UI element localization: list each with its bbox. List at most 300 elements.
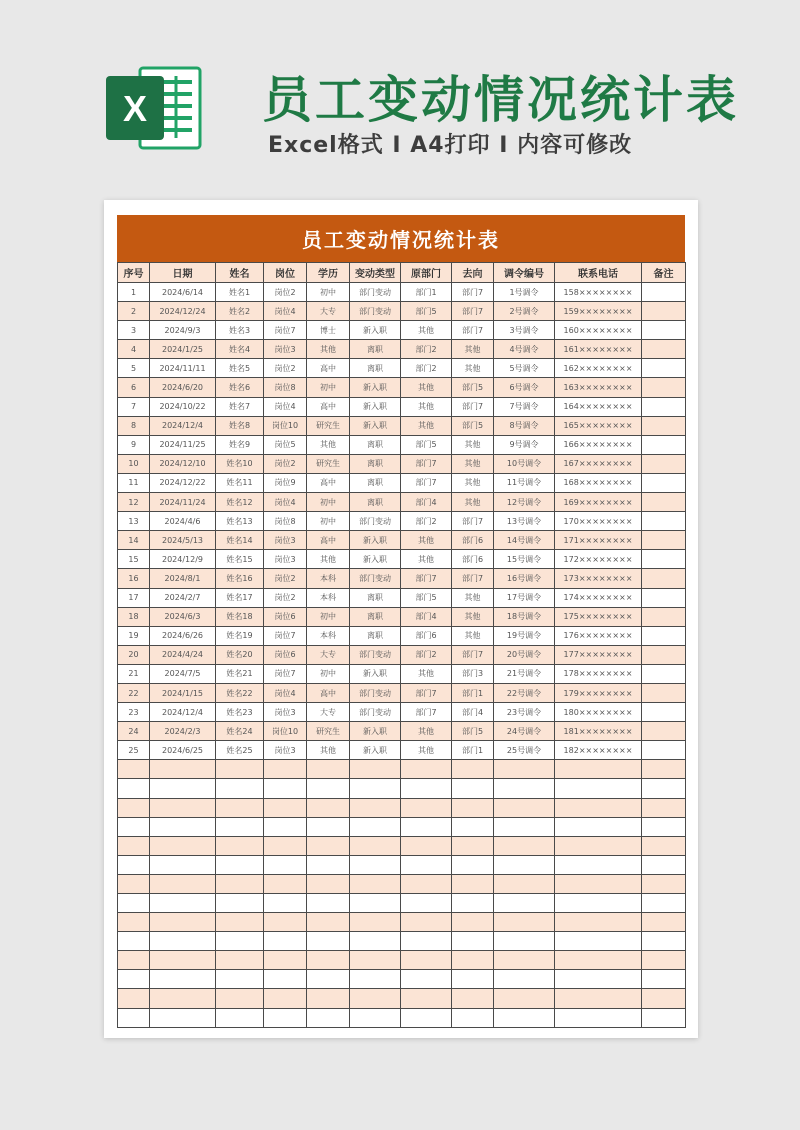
- table-cell[interactable]: 部门7: [452, 321, 494, 340]
- table-cell[interactable]: 其他: [307, 741, 350, 760]
- table-cell[interactable]: [642, 607, 686, 626]
- table-cell[interactable]: 姓名23: [216, 703, 264, 722]
- empty-cell[interactable]: [307, 798, 350, 817]
- table-cell[interactable]: 姓名2: [216, 302, 264, 321]
- empty-cell[interactable]: [642, 951, 686, 970]
- table-cell[interactable]: 7: [118, 397, 150, 416]
- empty-cell[interactable]: [401, 760, 452, 779]
- table-cell[interactable]: 部门4: [401, 493, 452, 512]
- empty-cell[interactable]: [307, 894, 350, 913]
- table-cell[interactable]: 部门5: [452, 378, 494, 397]
- empty-cell[interactable]: [118, 894, 150, 913]
- empty-cell[interactable]: [401, 836, 452, 855]
- table-cell[interactable]: 160××××××××: [555, 321, 642, 340]
- empty-cell[interactable]: [452, 989, 494, 1008]
- empty-cell[interactable]: [494, 894, 555, 913]
- table-cell[interactable]: 25号调令: [494, 741, 555, 760]
- table-cell[interactable]: 部门6: [401, 626, 452, 645]
- table-cell[interactable]: [642, 473, 686, 492]
- empty-cell[interactable]: [150, 817, 216, 836]
- empty-cell[interactable]: [307, 760, 350, 779]
- table-cell[interactable]: 175××××××××: [555, 607, 642, 626]
- table-cell[interactable]: 岗位10: [264, 416, 307, 435]
- table-cell[interactable]: 部门变动: [350, 703, 401, 722]
- empty-cell[interactable]: [452, 836, 494, 855]
- empty-cell[interactable]: [264, 951, 307, 970]
- empty-cell[interactable]: [494, 760, 555, 779]
- empty-cell[interactable]: [307, 951, 350, 970]
- empty-cell[interactable]: [350, 817, 401, 836]
- empty-cell[interactable]: [118, 855, 150, 874]
- table-cell[interactable]: 部门7: [452, 397, 494, 416]
- table-cell[interactable]: 181××××××××: [555, 722, 642, 741]
- table-cell[interactable]: 岗位2: [264, 454, 307, 473]
- table-cell[interactable]: 本科: [307, 569, 350, 588]
- empty-cell[interactable]: [150, 894, 216, 913]
- empty-cell[interactable]: [555, 932, 642, 951]
- table-cell[interactable]: 179××××××××: [555, 683, 642, 702]
- empty-cell[interactable]: [350, 1008, 401, 1027]
- table-cell[interactable]: 部门变动: [350, 512, 401, 531]
- table-cell[interactable]: 部门2: [401, 645, 452, 664]
- empty-cell[interactable]: [494, 1008, 555, 1027]
- empty-cell[interactable]: [118, 836, 150, 855]
- table-cell[interactable]: [642, 416, 686, 435]
- table-cell[interactable]: 部门1: [452, 683, 494, 702]
- empty-cell[interactable]: [350, 989, 401, 1008]
- table-cell[interactable]: 离职: [350, 493, 401, 512]
- table-cell[interactable]: 高中: [307, 359, 350, 378]
- empty-cell[interactable]: [118, 970, 150, 989]
- table-cell[interactable]: 离职: [350, 607, 401, 626]
- table-cell[interactable]: 178××××××××: [555, 664, 642, 683]
- empty-cell[interactable]: [150, 874, 216, 893]
- empty-cell[interactable]: [307, 874, 350, 893]
- table-cell[interactable]: 部门5: [401, 435, 452, 454]
- table-cell[interactable]: 高中: [307, 397, 350, 416]
- empty-cell[interactable]: [150, 760, 216, 779]
- table-cell[interactable]: 其他: [452, 607, 494, 626]
- empty-cell[interactable]: [642, 817, 686, 836]
- empty-cell[interactable]: [401, 855, 452, 874]
- table-cell[interactable]: 177××××××××: [555, 645, 642, 664]
- empty-cell[interactable]: [307, 779, 350, 798]
- table-cell[interactable]: 部门2: [401, 512, 452, 531]
- table-cell[interactable]: 离职: [350, 588, 401, 607]
- table-cell[interactable]: 163××××××××: [555, 378, 642, 397]
- table-cell[interactable]: 姓名8: [216, 416, 264, 435]
- empty-cell[interactable]: [494, 970, 555, 989]
- empty-cell[interactable]: [401, 894, 452, 913]
- table-cell[interactable]: 10号调令: [494, 454, 555, 473]
- table-cell[interactable]: 9号调令: [494, 435, 555, 454]
- table-cell[interactable]: 离职: [350, 340, 401, 359]
- table-cell[interactable]: 部门5: [452, 722, 494, 741]
- table-cell[interactable]: 部门5: [401, 302, 452, 321]
- table-cell[interactable]: 17号调令: [494, 588, 555, 607]
- table-cell[interactable]: 4号调令: [494, 340, 555, 359]
- table-cell[interactable]: 新入职: [350, 722, 401, 741]
- table-cell[interactable]: 姓名5: [216, 359, 264, 378]
- empty-cell[interactable]: [118, 932, 150, 951]
- empty-cell[interactable]: [150, 951, 216, 970]
- table-cell[interactable]: 2024/12/24: [150, 302, 216, 321]
- table-cell[interactable]: 24号调令: [494, 722, 555, 741]
- table-cell[interactable]: 161××××××××: [555, 340, 642, 359]
- empty-cell[interactable]: [494, 798, 555, 817]
- table-cell[interactable]: 姓名4: [216, 340, 264, 359]
- empty-cell[interactable]: [452, 798, 494, 817]
- table-cell[interactable]: 姓名18: [216, 607, 264, 626]
- table-cell[interactable]: [642, 645, 686, 664]
- table-cell[interactable]: 23号调令: [494, 703, 555, 722]
- empty-cell[interactable]: [150, 989, 216, 1008]
- empty-cell[interactable]: [350, 798, 401, 817]
- empty-cell[interactable]: [264, 932, 307, 951]
- table-cell[interactable]: 18号调令: [494, 607, 555, 626]
- table-cell[interactable]: 大专: [307, 645, 350, 664]
- empty-cell[interactable]: [264, 779, 307, 798]
- table-cell[interactable]: 离职: [350, 435, 401, 454]
- table-cell[interactable]: 部门7: [452, 645, 494, 664]
- table-cell[interactable]: 姓名14: [216, 531, 264, 550]
- empty-cell[interactable]: [452, 855, 494, 874]
- empty-cell[interactable]: [642, 760, 686, 779]
- empty-cell[interactable]: [216, 970, 264, 989]
- empty-cell[interactable]: [642, 798, 686, 817]
- table-cell[interactable]: 其他: [401, 664, 452, 683]
- table-cell[interactable]: [642, 454, 686, 473]
- table-cell[interactable]: 研究生: [307, 722, 350, 741]
- table-cell[interactable]: 2024/6/14: [150, 283, 216, 302]
- table-cell[interactable]: 新入职: [350, 321, 401, 340]
- table-cell[interactable]: [642, 531, 686, 550]
- empty-cell[interactable]: [452, 779, 494, 798]
- table-cell[interactable]: 姓名3: [216, 321, 264, 340]
- empty-cell[interactable]: [642, 836, 686, 855]
- table-cell[interactable]: 24: [118, 722, 150, 741]
- table-cell[interactable]: 19: [118, 626, 150, 645]
- table-cell[interactable]: 部门2: [401, 359, 452, 378]
- table-cell[interactable]: [642, 378, 686, 397]
- empty-cell[interactable]: [350, 913, 401, 932]
- table-cell[interactable]: 部门7: [401, 473, 452, 492]
- table-cell[interactable]: 其他: [452, 454, 494, 473]
- empty-cell[interactable]: [216, 989, 264, 1008]
- table-cell[interactable]: 2024/10/22: [150, 397, 216, 416]
- empty-cell[interactable]: [555, 836, 642, 855]
- table-cell[interactable]: 岗位3: [264, 741, 307, 760]
- table-cell[interactable]: 8: [118, 416, 150, 435]
- table-cell[interactable]: 17: [118, 588, 150, 607]
- table-cell[interactable]: 部门7: [401, 454, 452, 473]
- empty-cell[interactable]: [642, 989, 686, 1008]
- table-cell[interactable]: 174××××××××: [555, 588, 642, 607]
- empty-cell[interactable]: [216, 760, 264, 779]
- empty-cell[interactable]: [494, 779, 555, 798]
- empty-cell[interactable]: [150, 913, 216, 932]
- table-cell[interactable]: [642, 340, 686, 359]
- table-cell[interactable]: 高中: [307, 683, 350, 702]
- table-cell[interactable]: 其他: [307, 340, 350, 359]
- table-cell[interactable]: 部门变动: [350, 302, 401, 321]
- table-cell[interactable]: 岗位9: [264, 473, 307, 492]
- empty-cell[interactable]: [150, 836, 216, 855]
- empty-cell[interactable]: [118, 760, 150, 779]
- table-cell[interactable]: 姓名6: [216, 378, 264, 397]
- table-cell[interactable]: 高中: [307, 531, 350, 550]
- empty-cell[interactable]: [216, 932, 264, 951]
- table-cell[interactable]: 165××××××××: [555, 416, 642, 435]
- table-cell[interactable]: 部门变动: [350, 283, 401, 302]
- table-cell[interactable]: 2024/11/24: [150, 493, 216, 512]
- table-cell[interactable]: 180××××××××: [555, 703, 642, 722]
- table-cell[interactable]: 岗位3: [264, 550, 307, 569]
- empty-cell[interactable]: [642, 779, 686, 798]
- table-cell[interactable]: 姓名24: [216, 722, 264, 741]
- empty-cell[interactable]: [118, 817, 150, 836]
- empty-cell[interactable]: [118, 951, 150, 970]
- empty-cell[interactable]: [264, 817, 307, 836]
- table-cell[interactable]: 岗位4: [264, 302, 307, 321]
- table-cell[interactable]: 10: [118, 454, 150, 473]
- table-cell[interactable]: [642, 569, 686, 588]
- table-cell[interactable]: 25: [118, 741, 150, 760]
- empty-cell[interactable]: [264, 836, 307, 855]
- table-cell[interactable]: 岗位10: [264, 722, 307, 741]
- table-cell[interactable]: 姓名12: [216, 493, 264, 512]
- table-cell[interactable]: 姓名7: [216, 397, 264, 416]
- table-cell[interactable]: 岗位2: [264, 359, 307, 378]
- empty-cell[interactable]: [555, 779, 642, 798]
- table-cell[interactable]: 岗位3: [264, 703, 307, 722]
- table-cell[interactable]: 部门变动: [350, 645, 401, 664]
- table-cell[interactable]: 姓名16: [216, 569, 264, 588]
- empty-cell[interactable]: [350, 951, 401, 970]
- table-cell[interactable]: [642, 664, 686, 683]
- empty-cell[interactable]: [401, 798, 452, 817]
- table-cell[interactable]: 姓名25: [216, 741, 264, 760]
- table-cell[interactable]: 14号调令: [494, 531, 555, 550]
- table-cell[interactable]: 7号调令: [494, 397, 555, 416]
- table-cell[interactable]: 22: [118, 683, 150, 702]
- table-cell[interactable]: 2024/6/25: [150, 741, 216, 760]
- table-cell[interactable]: 其他: [401, 550, 452, 569]
- table-cell[interactable]: 岗位8: [264, 378, 307, 397]
- table-cell[interactable]: 其他: [401, 378, 452, 397]
- empty-cell[interactable]: [264, 1008, 307, 1027]
- table-cell[interactable]: 部门7: [452, 283, 494, 302]
- empty-cell[interactable]: [307, 1008, 350, 1027]
- table-cell[interactable]: 姓名10: [216, 454, 264, 473]
- empty-cell[interactable]: [264, 874, 307, 893]
- table-cell[interactable]: 部门7: [452, 302, 494, 321]
- table-cell[interactable]: 21: [118, 664, 150, 683]
- table-cell[interactable]: 姓名9: [216, 435, 264, 454]
- table-cell[interactable]: [642, 588, 686, 607]
- empty-cell[interactable]: [150, 932, 216, 951]
- table-cell[interactable]: 1号调令: [494, 283, 555, 302]
- empty-cell[interactable]: [350, 970, 401, 989]
- empty-cell[interactable]: [494, 817, 555, 836]
- empty-cell[interactable]: [401, 932, 452, 951]
- empty-cell[interactable]: [555, 798, 642, 817]
- table-cell[interactable]: 16: [118, 569, 150, 588]
- table-cell[interactable]: 2: [118, 302, 150, 321]
- table-cell[interactable]: 部门7: [401, 703, 452, 722]
- empty-cell[interactable]: [118, 913, 150, 932]
- table-cell[interactable]: 部门5: [401, 588, 452, 607]
- table-cell[interactable]: 离职: [350, 454, 401, 473]
- table-cell[interactable]: 本科: [307, 626, 350, 645]
- table-cell[interactable]: 新入职: [350, 550, 401, 569]
- table-cell[interactable]: 2024/6/20: [150, 378, 216, 397]
- table-cell[interactable]: 部门1: [452, 741, 494, 760]
- table-cell[interactable]: 其他: [401, 397, 452, 416]
- empty-cell[interactable]: [118, 1008, 150, 1027]
- table-cell[interactable]: 其他: [452, 340, 494, 359]
- empty-cell[interactable]: [307, 817, 350, 836]
- table-cell[interactable]: 13号调令: [494, 512, 555, 531]
- empty-cell[interactable]: [307, 970, 350, 989]
- table-cell[interactable]: 本科: [307, 588, 350, 607]
- table-cell[interactable]: 姓名22: [216, 683, 264, 702]
- table-cell[interactable]: 2024/11/11: [150, 359, 216, 378]
- table-cell[interactable]: 2024/8/1: [150, 569, 216, 588]
- table-cell[interactable]: 部门7: [452, 569, 494, 588]
- empty-cell[interactable]: [150, 1008, 216, 1027]
- empty-cell[interactable]: [264, 798, 307, 817]
- table-cell[interactable]: 15号调令: [494, 550, 555, 569]
- table-cell[interactable]: 新入职: [350, 416, 401, 435]
- empty-cell[interactable]: [350, 760, 401, 779]
- table-cell[interactable]: 姓名11: [216, 473, 264, 492]
- table-cell[interactable]: 部门4: [452, 703, 494, 722]
- table-cell[interactable]: 岗位3: [264, 531, 307, 550]
- empty-cell[interactable]: [452, 760, 494, 779]
- table-cell[interactable]: 21号调令: [494, 664, 555, 683]
- table-cell[interactable]: 部门7: [401, 683, 452, 702]
- table-cell[interactable]: 13: [118, 512, 150, 531]
- table-cell[interactable]: 其他: [401, 741, 452, 760]
- empty-cell[interactable]: [452, 894, 494, 913]
- table-cell[interactable]: 新入职: [350, 378, 401, 397]
- table-cell[interactable]: 2024/4/6: [150, 512, 216, 531]
- empty-cell[interactable]: [494, 989, 555, 1008]
- table-cell[interactable]: 岗位7: [264, 626, 307, 645]
- table-cell[interactable]: 其他: [452, 435, 494, 454]
- table-cell[interactable]: 2024/1/25: [150, 340, 216, 359]
- empty-cell[interactable]: [555, 1008, 642, 1027]
- table-cell[interactable]: 部门变动: [350, 569, 401, 588]
- table-cell[interactable]: 11: [118, 473, 150, 492]
- table-cell[interactable]: 部门2: [401, 340, 452, 359]
- table-cell[interactable]: 2024/4/24: [150, 645, 216, 664]
- empty-cell[interactable]: [264, 913, 307, 932]
- table-cell[interactable]: 部门3: [452, 664, 494, 683]
- table-cell[interactable]: 182××××××××: [555, 741, 642, 760]
- table-cell[interactable]: 部门7: [401, 569, 452, 588]
- empty-cell[interactable]: [216, 855, 264, 874]
- empty-cell[interactable]: [555, 951, 642, 970]
- empty-cell[interactable]: [555, 989, 642, 1008]
- table-cell[interactable]: [642, 626, 686, 645]
- table-cell[interactable]: 2024/11/25: [150, 435, 216, 454]
- table-cell[interactable]: 研究生: [307, 454, 350, 473]
- table-cell[interactable]: 新入职: [350, 741, 401, 760]
- empty-cell[interactable]: [401, 817, 452, 836]
- table-cell[interactable]: 部门5: [452, 416, 494, 435]
- empty-cell[interactable]: [494, 874, 555, 893]
- table-cell[interactable]: 170××××××××: [555, 512, 642, 531]
- empty-cell[interactable]: [642, 913, 686, 932]
- empty-cell[interactable]: [555, 894, 642, 913]
- table-cell[interactable]: 初中: [307, 664, 350, 683]
- empty-cell[interactable]: [216, 951, 264, 970]
- table-cell[interactable]: 164××××××××: [555, 397, 642, 416]
- table-cell[interactable]: 其他: [307, 550, 350, 569]
- empty-cell[interactable]: [555, 855, 642, 874]
- empty-cell[interactable]: [642, 894, 686, 913]
- empty-cell[interactable]: [401, 951, 452, 970]
- table-cell[interactable]: 2024/2/7: [150, 588, 216, 607]
- table-cell[interactable]: 部门6: [452, 531, 494, 550]
- table-cell[interactable]: 6号调令: [494, 378, 555, 397]
- table-cell[interactable]: [642, 283, 686, 302]
- empty-cell[interactable]: [307, 855, 350, 874]
- table-cell[interactable]: 9: [118, 435, 150, 454]
- empty-cell[interactable]: [350, 932, 401, 951]
- table-cell[interactable]: 169××××××××: [555, 493, 642, 512]
- table-cell[interactable]: 172××××××××: [555, 550, 642, 569]
- table-cell[interactable]: 部门7: [452, 512, 494, 531]
- table-cell[interactable]: 2024/5/13: [150, 531, 216, 550]
- empty-cell[interactable]: [401, 970, 452, 989]
- empty-cell[interactable]: [216, 894, 264, 913]
- empty-cell[interactable]: [401, 1008, 452, 1027]
- table-cell[interactable]: 158××××××××: [555, 283, 642, 302]
- empty-cell[interactable]: [642, 970, 686, 989]
- table-cell[interactable]: 岗位8: [264, 512, 307, 531]
- table-cell[interactable]: 岗位2: [264, 569, 307, 588]
- empty-cell[interactable]: [118, 798, 150, 817]
- empty-cell[interactable]: [264, 970, 307, 989]
- empty-cell[interactable]: [401, 874, 452, 893]
- table-cell[interactable]: [642, 435, 686, 454]
- empty-cell[interactable]: [452, 874, 494, 893]
- table-cell[interactable]: 部门6: [452, 550, 494, 569]
- table-cell[interactable]: 初中: [307, 283, 350, 302]
- empty-cell[interactable]: [452, 913, 494, 932]
- table-cell[interactable]: 姓名21: [216, 664, 264, 683]
- table-cell[interactable]: 2024/12/22: [150, 473, 216, 492]
- table-cell[interactable]: 166××××××××: [555, 435, 642, 454]
- table-cell[interactable]: 20号调令: [494, 645, 555, 664]
- empty-cell[interactable]: [494, 951, 555, 970]
- empty-cell[interactable]: [216, 817, 264, 836]
- empty-cell[interactable]: [401, 779, 452, 798]
- table-cell[interactable]: 2024/2/3: [150, 722, 216, 741]
- empty-cell[interactable]: [555, 874, 642, 893]
- table-cell[interactable]: 12号调令: [494, 493, 555, 512]
- empty-cell[interactable]: [350, 836, 401, 855]
- table-cell[interactable]: [642, 741, 686, 760]
- table-cell[interactable]: [642, 722, 686, 741]
- table-cell[interactable]: 19号调令: [494, 626, 555, 645]
- table-cell[interactable]: 其他: [452, 473, 494, 492]
- empty-cell[interactable]: [555, 970, 642, 989]
- empty-cell[interactable]: [452, 1008, 494, 1027]
